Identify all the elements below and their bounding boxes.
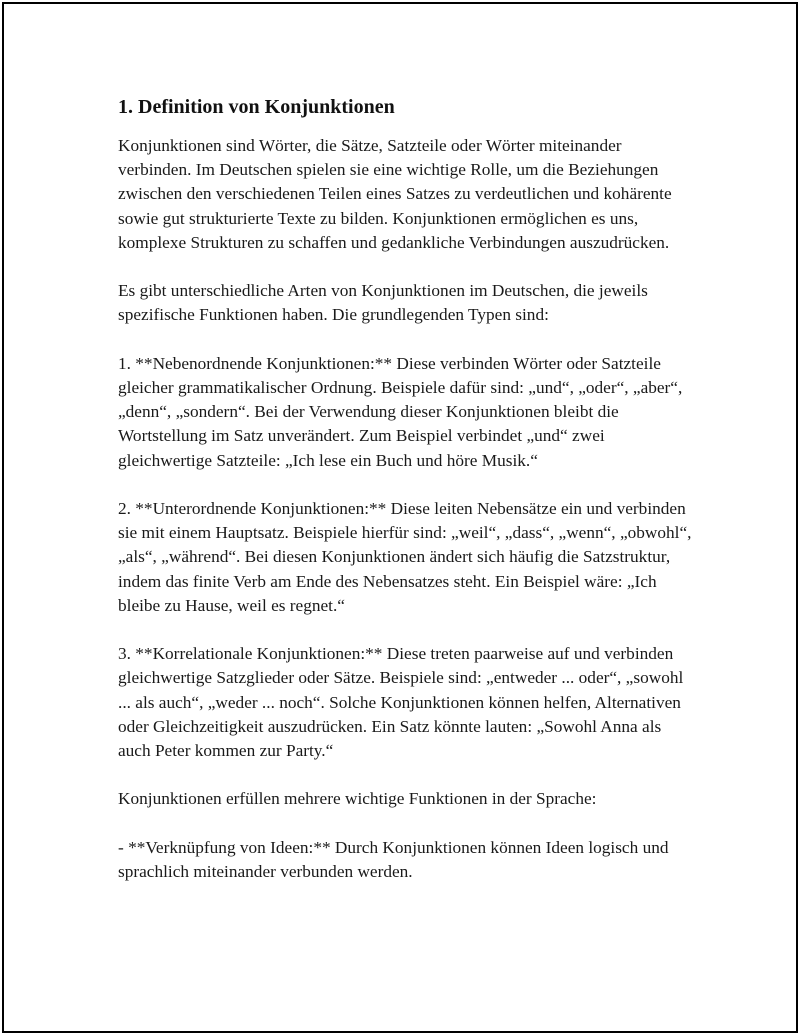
paragraph-linking-ideas: - **Verknüpfung von Ideen:** Durch Konjunktionen können Ideen logisch und sprachlich miteinander verbunden werden. xyxy=(118,837,669,881)
document-body xyxy=(118,94,698,908)
paragraph-definition: Konjunktionen sind Wörter, die Sätze, Satzteile oder Wörter miteinander verbinden. Im Deutschen spielen sie eine wichtige Rolle, um die Beziehungen zwischen den verschiedenen Teilen eines Satzes zu verdeutlichen und kohärente sowie gut strukturierte Texte zu bilden. Konjunktionen ermöglichen es uns, komplexe Strukturen zu schaffen und gedankliche Verbindungen auszudrücken. xyxy=(118,136,672,252)
section-heading: 1. Definition von Konjunktionen xyxy=(118,96,395,118)
paragraph-subordinating: 2. **Unterordnende Konjunktionen:** Diese leiten Nebensätze ein und verbinden sie mit einem Hauptsatz. Beispiele hierfür sind: „weil“, „dass“, „wenn“, „obwohl“, „als“, „während“. Bei diesen Konjunktionen ändert sich häufig die Satzstruktur, indem das finite Verb am Ende des Nebensatzes steht. Ein Beispiel wäre: „Ich bleibe zu Hause, weil es regnet.“ xyxy=(118,499,692,615)
paragraph-functions-intro: Konjunktionen erfüllen mehrere wichtige Funktionen in der Sprache: xyxy=(118,789,597,809)
paragraph-types-intro: Es gibt unterschiedliche Arten von Konjunktionen im Deutschen, die jeweils spezifische Funktionen haben. Die grundlegenden Typen sind: xyxy=(118,281,648,325)
paragraph-coordinating: 1. **Nebenordnende Konjunktionen:** Diese verbinden Wörter oder Satzteile gleicher grammatikalischer Ordnung. Beispiele dafür sind: „und“, „oder“, „aber“, „denn“, „sondern“. Bei der Verwendung dieser Konjunktionen bleibt die Wortstellung im Satz unverändert. Zum Beispiel verbindet „und“ zwei gleichwertige Satzteile: „Ich lese ein Buch und höre Musik.“ xyxy=(118,353,683,470)
paragraph-correlative: 3. **Korrelationale Konjunktionen:** Diese treten paarweise auf und verbinden gleichwertige Satzglieder oder Sätze. Beispiele sind: „entweder ... oder“, „sowohl ... als auch“, „weder ... noch“. Solche Konjunktionen können helfen, Alternativen oder Gleichzeitigkeit auszudrücken. Ein Satz könnte lauten: „Sowohl Anna als auch Peter kommen zur Party.“ xyxy=(118,644,684,761)
